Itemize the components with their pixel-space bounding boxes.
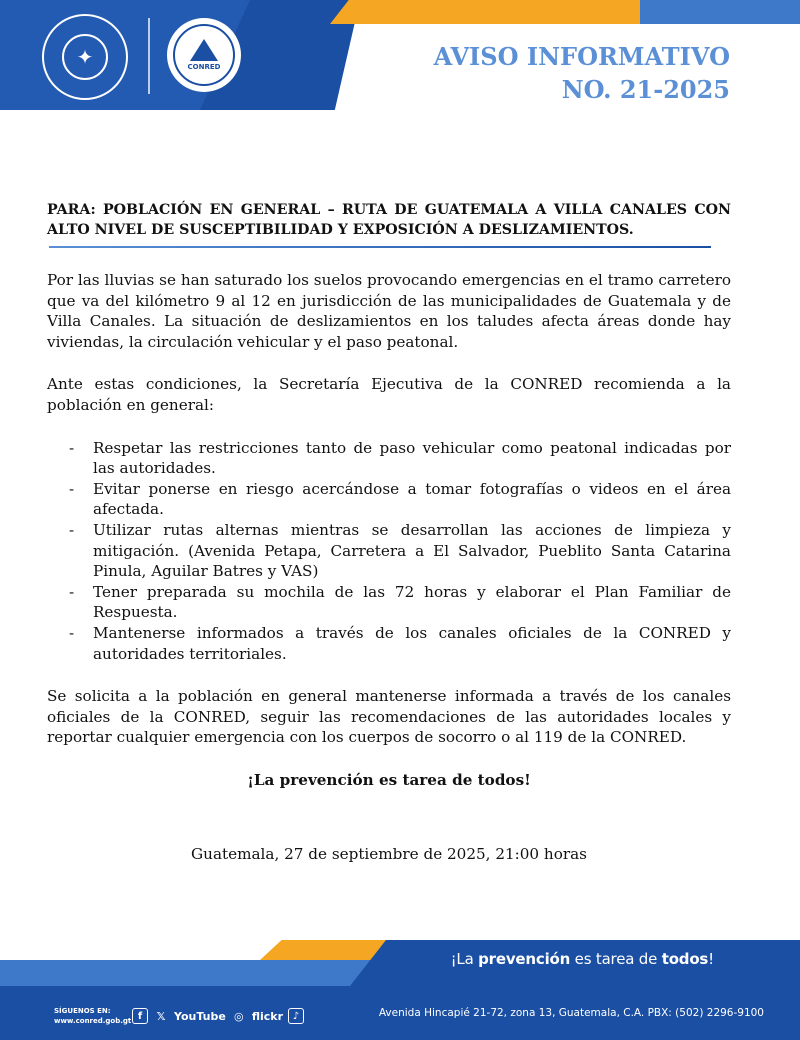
list-item: - Evitar ponerse en riesgo acercándose a tomar fotografías o videos en el área afectada. xyxy=(69,479,731,519)
conred-logo xyxy=(167,18,241,92)
footer-light-band xyxy=(0,960,400,986)
footer-slogan: ¡La prevención es tarea de todos! xyxy=(450,950,714,968)
list-item: - Tener preparada su mochila de las 72 horas y elaborar el Plan Familiar de Respuesta. xyxy=(69,582,731,622)
notice-number: NO. 21-2025 xyxy=(561,75,730,104)
list-item: - Mantenerse informados a través de los canales oficiales de la CONRED y autoridades territoriales. xyxy=(69,623,731,663)
instagram-icon[interactable]: ◎ xyxy=(234,1009,244,1023)
triangle-icon xyxy=(190,39,218,61)
document-body xyxy=(47,200,731,865)
date-line: Guatemala, 27 de septiembre de 2025, 21:00 horas xyxy=(191,845,587,864)
notice-title xyxy=(434,40,730,106)
header-orange-band xyxy=(330,0,642,24)
document-heading: PARA: POBLACIÓN EN GENERAL – RUTA DE GUATEMALA A VILLA CANALES CON ALTO NIVEL DE SUSCEPTIBILIDAD Y EXPOSICIÓN A DESLIZAMIENTOS. xyxy=(47,202,731,238)
header-light-band xyxy=(640,0,800,24)
quetzal-emblem-icon: ✦ xyxy=(62,34,108,80)
conred-logo-text: CONRED xyxy=(187,63,221,71)
page-header xyxy=(0,0,800,110)
website-link[interactable]: www.conred.gob.gt xyxy=(54,1017,132,1025)
follow-label: SÍGUENOS EN: xyxy=(54,1007,111,1015)
facebook-icon[interactable]: f xyxy=(132,1008,148,1024)
youtube-icon[interactable]: YouTube xyxy=(174,1009,226,1023)
list-item: - Utilizar rutas alternas mientras se desarrollan las acciones de limpieza y mitigación. (Avenida Petapa, Carretera a El Salvador, Pueblito Santa Catarina Pinula, Aguilar Batres y VAS) xyxy=(69,520,731,581)
notice-title-line1: AVISO INFORMATIVO xyxy=(433,42,730,71)
paragraph-situation: Por las lluvias se han saturado los suelos provocando emergencias en el tramo carretero que va del kilómetro 9 al 12 en jurisdicción de las municipalidades de Guatemala y de Villa Canales. La situación de deslizamientos en los taludes afecta áreas donde hay viviendas, la circulación vehicular y el paso peatonal. xyxy=(47,271,731,351)
footer-address: Avenida Hincapié 21-72, zona 13, Guatemala, C.A. PBX: (502) 2296-9100 xyxy=(378,1007,764,1019)
logo-divider xyxy=(148,18,150,94)
paragraph-intro-recommendations: Ante estas condiciones, la Secretaría Ejecutiva de la CONRED recomienda a la población en general: xyxy=(47,375,731,414)
flickr-icon[interactable]: flickr xyxy=(251,1009,283,1023)
social-links xyxy=(132,1008,304,1024)
heading-underline xyxy=(49,246,711,248)
prevention-motto: ¡La prevención es tarea de todos! xyxy=(247,770,531,789)
recommendations-list xyxy=(47,438,731,665)
tiktok-icon[interactable]: ♪ xyxy=(288,1008,304,1024)
list-item: - Respetar las restricciones tanto de paso vehicular como peatonal indicadas por las autoridades. xyxy=(69,438,731,478)
government-seal-logo xyxy=(42,14,128,100)
follow-us xyxy=(54,1006,131,1026)
x-icon[interactable]: 𝕏 xyxy=(156,1009,166,1023)
paragraph-closing: Se solicita a la población en general mantenerse informada a través de los canales oficiales de la CONRED, seguir las recomendaciones de las autoridades locales y reportar cualquier emergencia con los cuerpos de socorro o al 119 de la CONRED. xyxy=(47,687,731,747)
